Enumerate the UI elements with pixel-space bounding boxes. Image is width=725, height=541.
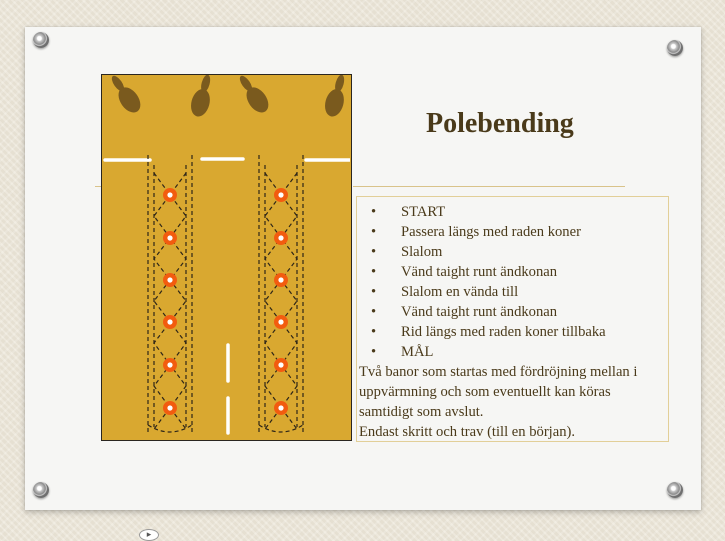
slalom-path — [265, 173, 297, 429]
description-paragraph: Två banor som startas med fördröjning mellan i uppvärmning och som eventuellt kan köras samtidigt som avslut. — [359, 364, 638, 420]
list-item: • Passera längs med raden koner — [359, 222, 664, 242]
list-item: • MÅL — [359, 342, 664, 362]
pin-icon — [667, 40, 683, 56]
content-box — [356, 196, 669, 442]
slalom-path — [154, 173, 186, 429]
slalom-path — [265, 173, 297, 429]
pin-icon — [33, 482, 49, 498]
cone-icon — [278, 362, 283, 367]
list-item: • START — [359, 202, 664, 222]
divider-right — [353, 186, 625, 187]
pin-icon — [667, 482, 683, 498]
horse-icon — [233, 75, 272, 117]
cone-icon — [167, 405, 172, 410]
cone-icon — [167, 319, 172, 324]
pin-icon — [33, 32, 49, 48]
page-title: Polebending — [426, 108, 574, 139]
list-item: • Vänd taight runt ändkonan — [359, 302, 664, 322]
arena-canvas — [102, 75, 350, 439]
list-item: • Rid längs med raden koner tillbaka — [359, 322, 664, 342]
polebending-diagram — [101, 74, 352, 441]
horse-icon — [322, 75, 350, 119]
slalom-path — [154, 173, 186, 429]
list-item: • Slalom — [359, 242, 664, 262]
cone-icon — [278, 192, 283, 197]
horse-icon — [188, 75, 217, 119]
instruction-list — [359, 202, 664, 362]
cone-icon — [167, 277, 172, 282]
description-paragraph: Endast skritt och trav (till en början). — [359, 424, 576, 440]
cone-icon — [167, 192, 172, 197]
list-item: • Vänd taight runt ändkonan — [359, 262, 664, 282]
video-icon[interactable]: ▸ — [139, 529, 159, 541]
cone-icon — [167, 235, 172, 240]
cone-icon — [278, 405, 283, 410]
cone-icon — [278, 319, 283, 324]
list-item: • Slalom en vända till — [359, 282, 664, 302]
horse-icon — [105, 75, 144, 117]
cone-icon — [278, 277, 283, 282]
cone-icon — [167, 362, 172, 367]
cone-icon — [278, 235, 283, 240]
turn-path — [148, 425, 192, 432]
